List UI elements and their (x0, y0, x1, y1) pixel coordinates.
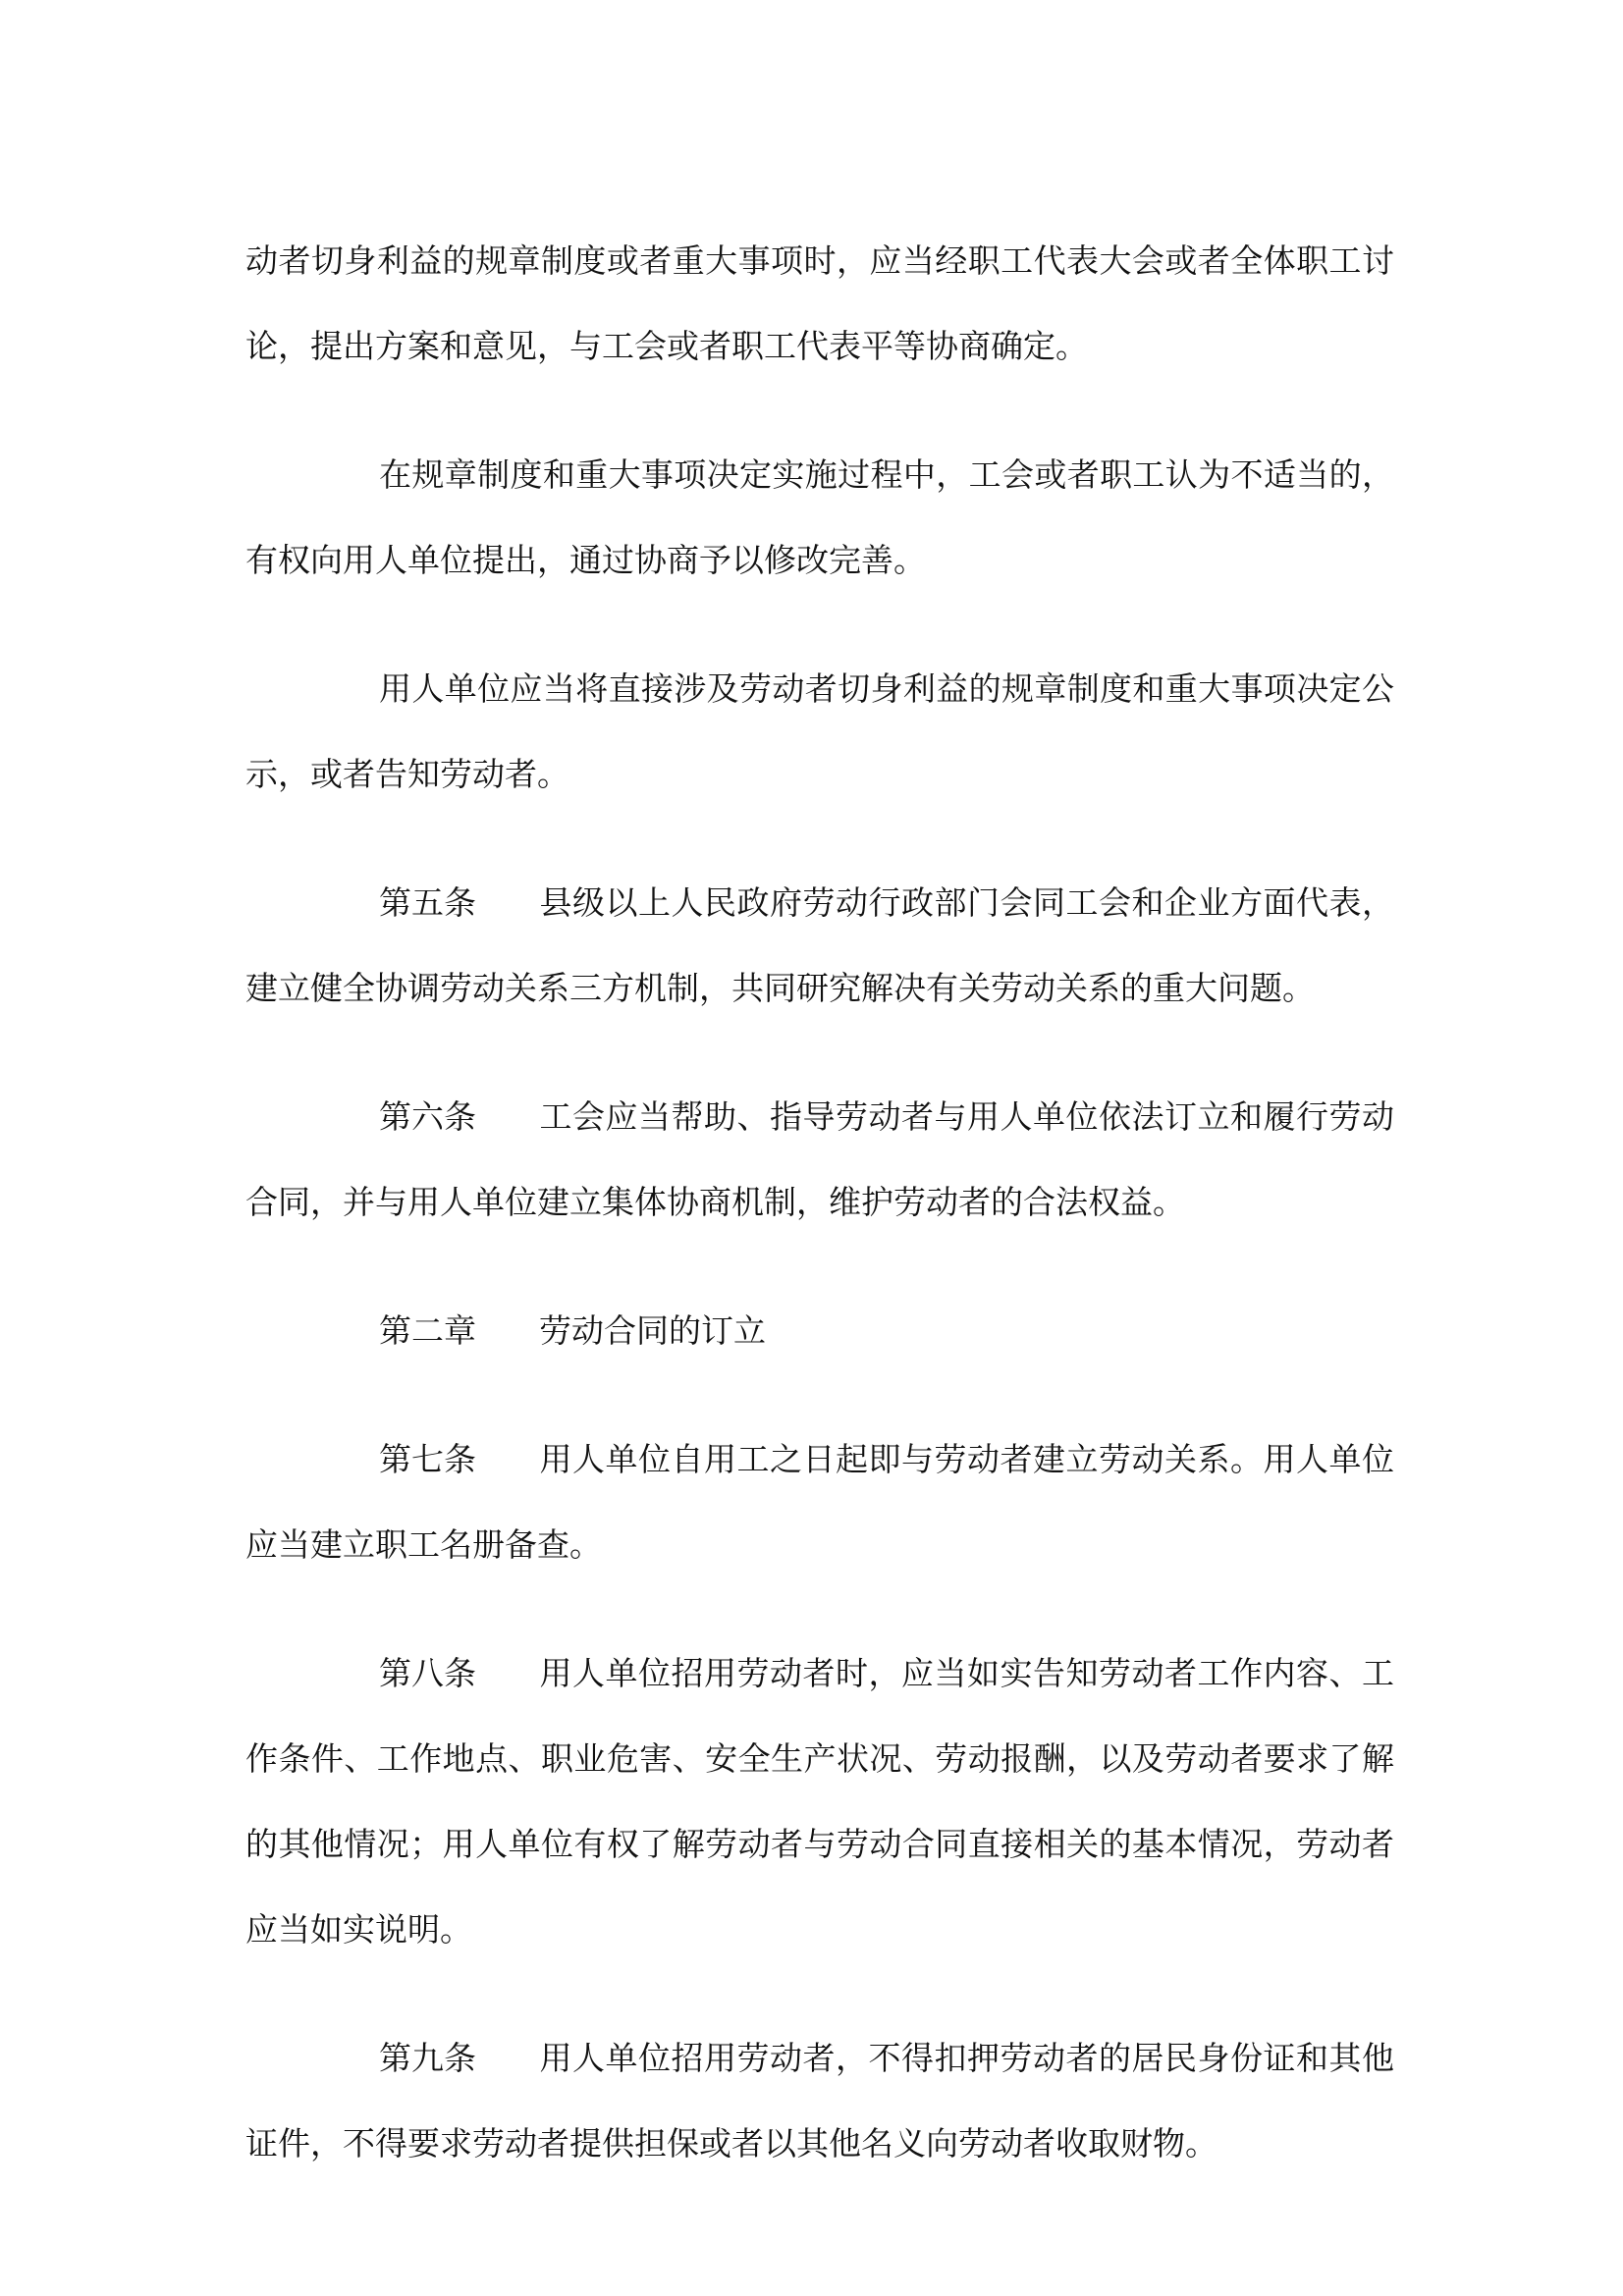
paragraph-text: 用人单位应当将直接涉及劳动者切身利益的规章制度和重大事项决定公示，或者告知劳动者。 (245, 669, 1394, 793)
article-text: 用人单位自用工之日起即与劳动者建立劳动关系。用人单位应当建立职工名册备查。 (245, 1440, 1394, 1564)
article-label: 第八条 (379, 1654, 476, 1692)
article-label: 第九条 (379, 2039, 476, 2077)
document-body (245, 218, 1394, 2186)
paragraph-text: 动者切身利益的规章制度或者重大事项时，应当经职工代表大会或者全体职工讨论，提出方案和意见，与工会或者职工代表平等协商确定。 (245, 241, 1394, 365)
paragraph-rules-publication (245, 646, 1394, 817)
article-7 (245, 1416, 1394, 1587)
article-6 (245, 1074, 1394, 1245)
article-text: 用人单位招用劳动者时，应当如实告知劳动者工作内容、工作条件、工作地点、职业危害、安全生产状况、劳动报酬，以及劳动者要求了解的其他情况；用人单位有权了解劳动者与劳动合同直接相关的基本情况，劳动者应当如实说明。 (245, 1654, 1394, 1949)
article-text: 用人单位招用劳动者，不得扣押劳动者的居民身份证和其他证件，不得要求劳动者提供担保或者以其他名义向劳动者收取财物。 (245, 2039, 1394, 2163)
article-text: 县级以上人民政府劳动行政部门会同工会和企业方面代表，建立健全协调劳动关系三方机制，共同研究解决有关劳动关系的重大问题。 (245, 883, 1394, 1007)
article-8 (245, 1630, 1394, 1972)
article-5 (245, 860, 1394, 1031)
article-label: 第五条 (379, 883, 476, 922)
article-text: 工会应当帮助、指导劳动者与用人单位依法订立和履行劳动合同，并与用人单位建立集体协商机制，维护劳动者的合法权益。 (245, 1097, 1394, 1221)
paragraph-text: 在规章制度和重大事项决定实施过程中，工会或者职工认为不适当的，有权向用人单位提出，通过协商予以修改完善。 (245, 455, 1394, 579)
article-9 (245, 2015, 1394, 2186)
paragraph-continuation (245, 218, 1394, 389)
chapter-title: 劳动合同的订立 (539, 1311, 766, 1350)
chapter-label: 第二章 (379, 1311, 476, 1350)
article-label: 第七条 (379, 1440, 476, 1478)
paragraph-rules-revision (245, 432, 1394, 603)
article-label: 第六条 (379, 1097, 476, 1136)
chapter-heading (245, 1288, 1394, 1373)
